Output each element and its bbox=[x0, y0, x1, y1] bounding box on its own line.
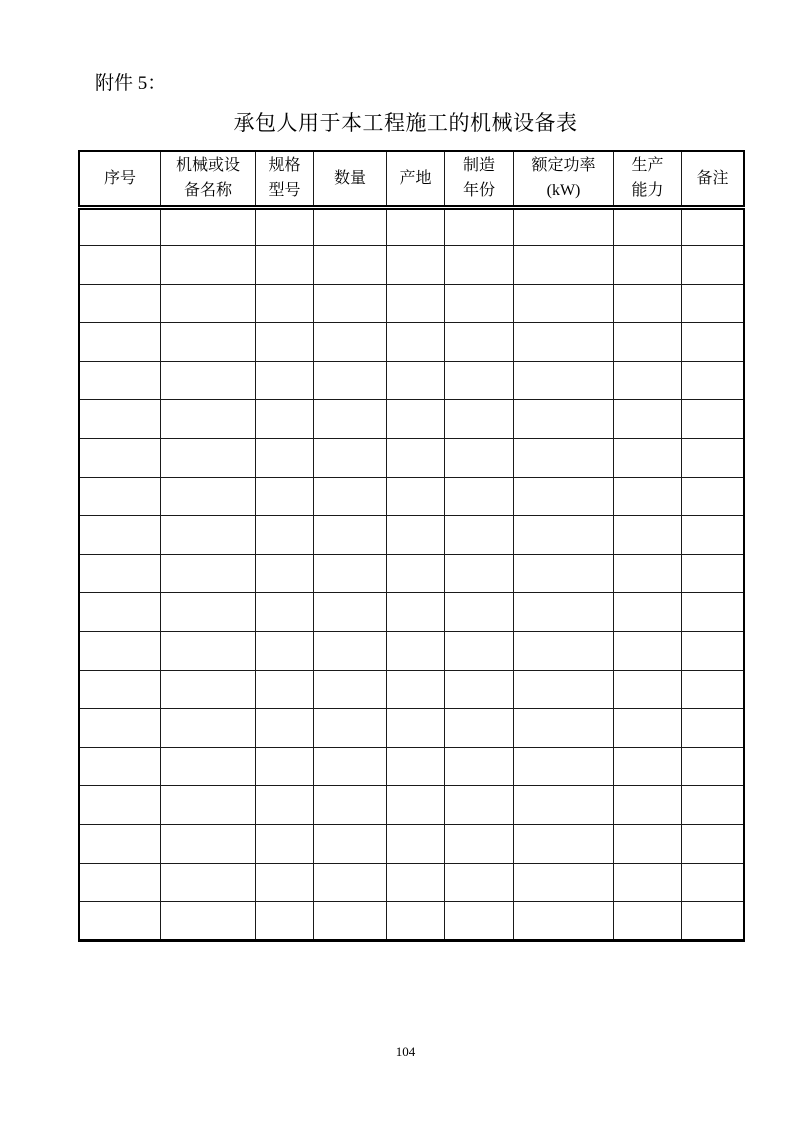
cell-specification-model bbox=[256, 825, 314, 864]
cell-rated-power bbox=[514, 439, 614, 478]
cell-quantity bbox=[314, 825, 387, 864]
cell-serial-number bbox=[79, 400, 161, 439]
cell-origin bbox=[387, 361, 445, 400]
cell-machine-equipment-name bbox=[161, 284, 256, 323]
cell-quantity bbox=[314, 323, 387, 362]
table-row bbox=[79, 516, 744, 555]
table-row bbox=[79, 670, 744, 709]
table-row bbox=[79, 439, 744, 478]
column-header-serial-number bbox=[79, 151, 161, 207]
cell-remarks bbox=[682, 786, 745, 825]
cell-remarks bbox=[682, 670, 745, 709]
cell-manufacture-year bbox=[445, 246, 514, 285]
column-header-line: 序号 bbox=[103, 169, 136, 187]
cell-serial-number bbox=[79, 709, 161, 748]
cell-manufacture-year bbox=[445, 516, 514, 555]
cell-manufacture-year bbox=[445, 207, 514, 246]
cell-serial-number bbox=[79, 207, 161, 246]
cell-manufacture-year bbox=[445, 361, 514, 400]
cell-origin bbox=[387, 825, 445, 864]
page-number: 104 bbox=[395, 1044, 416, 1059]
cell-production-capacity bbox=[614, 516, 682, 555]
cell-production-capacity bbox=[614, 786, 682, 825]
cell-origin bbox=[387, 246, 445, 285]
cell-origin bbox=[387, 400, 445, 439]
cell-machine-equipment-name bbox=[161, 554, 256, 593]
table-row bbox=[79, 284, 744, 323]
cell-manufacture-year bbox=[445, 747, 514, 786]
cell-origin bbox=[387, 439, 445, 478]
cell-remarks bbox=[682, 747, 745, 786]
table-row bbox=[79, 477, 744, 516]
cell-origin bbox=[387, 786, 445, 825]
cell-serial-number bbox=[79, 284, 161, 323]
cell-remarks bbox=[682, 439, 745, 478]
column-header-machine-equipment-name bbox=[161, 151, 256, 207]
cell-specification-model bbox=[256, 593, 314, 632]
column-header-line: 规格 bbox=[268, 157, 301, 175]
column-header-production-capacity bbox=[614, 151, 682, 207]
cell-specification-model bbox=[256, 902, 314, 941]
cell-remarks bbox=[682, 709, 745, 748]
cell-specification-model bbox=[256, 284, 314, 323]
cell-specification-model bbox=[256, 323, 314, 362]
cell-rated-power bbox=[514, 400, 614, 439]
table-row bbox=[79, 632, 744, 671]
cell-production-capacity bbox=[614, 825, 682, 864]
cell-origin bbox=[387, 863, 445, 902]
cell-rated-power bbox=[514, 246, 614, 285]
cell-machine-equipment-name bbox=[161, 902, 256, 941]
cell-quantity bbox=[314, 477, 387, 516]
cell-origin bbox=[387, 284, 445, 323]
cell-machine-equipment-name bbox=[161, 207, 256, 246]
column-header-line: 年份 bbox=[462, 182, 495, 200]
cell-rated-power bbox=[514, 477, 614, 516]
cell-machine-equipment-name bbox=[161, 747, 256, 786]
cell-serial-number bbox=[79, 361, 161, 400]
cell-manufacture-year bbox=[445, 863, 514, 902]
cell-manufacture-year bbox=[445, 825, 514, 864]
cell-rated-power bbox=[514, 516, 614, 555]
cell-remarks bbox=[682, 246, 745, 285]
attachment-label: 附件 5： bbox=[95, 73, 167, 94]
cell-production-capacity bbox=[614, 593, 682, 632]
cell-manufacture-year bbox=[445, 632, 514, 671]
cell-manufacture-year bbox=[445, 477, 514, 516]
cell-remarks bbox=[682, 863, 745, 902]
cell-rated-power bbox=[514, 632, 614, 671]
cell-quantity bbox=[314, 207, 387, 246]
cell-specification-model bbox=[256, 554, 314, 593]
cell-specification-model bbox=[256, 670, 314, 709]
cell-remarks bbox=[682, 632, 745, 671]
cell-machine-equipment-name bbox=[161, 709, 256, 748]
cell-machine-equipment-name bbox=[161, 516, 256, 555]
cell-manufacture-year bbox=[445, 400, 514, 439]
cell-manufacture-year bbox=[445, 284, 514, 323]
cell-specification-model bbox=[256, 439, 314, 478]
cell-serial-number bbox=[79, 477, 161, 516]
cell-machine-equipment-name bbox=[161, 786, 256, 825]
cell-specification-model bbox=[256, 747, 314, 786]
cell-rated-power bbox=[514, 825, 614, 864]
cell-production-capacity bbox=[614, 709, 682, 748]
cell-quantity bbox=[314, 747, 387, 786]
cell-serial-number bbox=[79, 439, 161, 478]
cell-production-capacity bbox=[614, 632, 682, 671]
cell-serial-number bbox=[79, 825, 161, 864]
cell-manufacture-year bbox=[445, 902, 514, 941]
cell-origin bbox=[387, 207, 445, 246]
table-header bbox=[79, 151, 744, 207]
cell-remarks bbox=[682, 361, 745, 400]
table-row bbox=[79, 593, 744, 632]
cell-remarks bbox=[682, 284, 745, 323]
cell-origin bbox=[387, 516, 445, 555]
table-row bbox=[79, 709, 744, 748]
cell-quantity bbox=[314, 439, 387, 478]
cell-machine-equipment-name bbox=[161, 825, 256, 864]
cell-quantity bbox=[314, 593, 387, 632]
cell-origin bbox=[387, 709, 445, 748]
cell-specification-model bbox=[256, 477, 314, 516]
column-header-line: 生产 bbox=[631, 157, 664, 175]
cell-quantity bbox=[314, 632, 387, 671]
table-row bbox=[79, 786, 744, 825]
cell-rated-power bbox=[514, 207, 614, 246]
cell-manufacture-year bbox=[445, 709, 514, 748]
cell-origin bbox=[387, 670, 445, 709]
cell-machine-equipment-name bbox=[161, 670, 256, 709]
cell-specification-model bbox=[256, 246, 314, 285]
cell-quantity bbox=[314, 786, 387, 825]
cell-serial-number bbox=[79, 554, 161, 593]
table-row bbox=[79, 825, 744, 864]
cell-remarks bbox=[682, 825, 745, 864]
table-row bbox=[79, 323, 744, 362]
cell-origin bbox=[387, 593, 445, 632]
column-header-line: 能力 bbox=[631, 182, 664, 200]
cell-remarks bbox=[682, 516, 745, 555]
cell-origin bbox=[387, 554, 445, 593]
cell-production-capacity bbox=[614, 400, 682, 439]
table-row bbox=[79, 863, 744, 902]
cell-manufacture-year bbox=[445, 439, 514, 478]
cell-manufacture-year bbox=[445, 786, 514, 825]
equipment-table bbox=[78, 150, 745, 942]
cell-rated-power bbox=[514, 284, 614, 323]
cell-production-capacity bbox=[614, 902, 682, 941]
page-title: 承包人用于本工程施工的机械设备表 bbox=[233, 111, 578, 135]
column-header-rated-power bbox=[514, 151, 614, 207]
column-header-origin bbox=[387, 151, 445, 207]
cell-remarks bbox=[682, 477, 745, 516]
cell-machine-equipment-name bbox=[161, 361, 256, 400]
cell-origin bbox=[387, 477, 445, 516]
cell-serial-number bbox=[79, 863, 161, 902]
cell-manufacture-year bbox=[445, 593, 514, 632]
cell-rated-power bbox=[514, 902, 614, 941]
table-row bbox=[79, 902, 744, 941]
cell-production-capacity bbox=[614, 207, 682, 246]
cell-specification-model bbox=[256, 632, 314, 671]
cell-rated-power bbox=[514, 361, 614, 400]
cell-manufacture-year bbox=[445, 554, 514, 593]
cell-quantity bbox=[314, 709, 387, 748]
cell-origin bbox=[387, 632, 445, 671]
cell-specification-model bbox=[256, 516, 314, 555]
cell-origin bbox=[387, 902, 445, 941]
cell-rated-power bbox=[514, 323, 614, 362]
cell-remarks bbox=[682, 593, 745, 632]
cell-serial-number bbox=[79, 786, 161, 825]
cell-quantity bbox=[314, 670, 387, 709]
cell-quantity bbox=[314, 246, 387, 285]
cell-production-capacity bbox=[614, 477, 682, 516]
cell-manufacture-year bbox=[445, 670, 514, 709]
cell-production-capacity bbox=[614, 747, 682, 786]
column-header-line: (kW) bbox=[546, 182, 581, 200]
column-header-specification-model bbox=[256, 151, 314, 207]
cell-specification-model bbox=[256, 786, 314, 825]
table-row bbox=[79, 554, 744, 593]
table-header-row bbox=[79, 151, 744, 207]
cell-production-capacity bbox=[614, 863, 682, 902]
cell-machine-equipment-name bbox=[161, 400, 256, 439]
cell-remarks bbox=[682, 207, 745, 246]
cell-quantity bbox=[314, 400, 387, 439]
column-header-line: 产地 bbox=[399, 169, 432, 187]
cell-quantity bbox=[314, 863, 387, 902]
cell-origin bbox=[387, 323, 445, 362]
table-row bbox=[79, 246, 744, 285]
table-row bbox=[79, 400, 744, 439]
cell-origin bbox=[387, 747, 445, 786]
cell-machine-equipment-name bbox=[161, 439, 256, 478]
cell-quantity bbox=[314, 902, 387, 941]
cell-machine-equipment-name bbox=[161, 246, 256, 285]
cell-production-capacity bbox=[614, 670, 682, 709]
cell-rated-power bbox=[514, 786, 614, 825]
column-header-line: 数量 bbox=[333, 169, 366, 187]
cell-serial-number bbox=[79, 516, 161, 555]
column-header-line: 制造 bbox=[462, 157, 495, 175]
column-header-remarks bbox=[682, 151, 745, 207]
cell-rated-power bbox=[514, 709, 614, 748]
column-header-line: 备名称 bbox=[183, 182, 232, 200]
cell-serial-number bbox=[79, 593, 161, 632]
column-header-line: 备注 bbox=[696, 169, 729, 187]
cell-machine-equipment-name bbox=[161, 477, 256, 516]
cell-remarks bbox=[682, 554, 745, 593]
cell-rated-power bbox=[514, 747, 614, 786]
cell-rated-power bbox=[514, 593, 614, 632]
cell-rated-power bbox=[514, 863, 614, 902]
cell-production-capacity bbox=[614, 361, 682, 400]
cell-serial-number bbox=[79, 747, 161, 786]
cell-specification-model bbox=[256, 863, 314, 902]
column-header-line: 额定功率 bbox=[531, 157, 596, 175]
column-header-manufacture-year bbox=[445, 151, 514, 207]
cell-serial-number bbox=[79, 246, 161, 285]
cell-remarks bbox=[682, 902, 745, 941]
cell-production-capacity bbox=[614, 323, 682, 362]
cell-machine-equipment-name bbox=[161, 323, 256, 362]
cell-production-capacity bbox=[614, 246, 682, 285]
cell-machine-equipment-name bbox=[161, 863, 256, 902]
cell-serial-number bbox=[79, 632, 161, 671]
cell-production-capacity bbox=[614, 439, 682, 478]
cell-quantity bbox=[314, 361, 387, 400]
table-row bbox=[79, 747, 744, 786]
table-row bbox=[79, 207, 744, 246]
table-row bbox=[79, 361, 744, 400]
column-header-line: 型号 bbox=[268, 182, 301, 200]
cell-quantity bbox=[314, 554, 387, 593]
cell-serial-number bbox=[79, 670, 161, 709]
cell-specification-model bbox=[256, 709, 314, 748]
column-header-line: 机械或设 bbox=[175, 157, 240, 175]
cell-machine-equipment-name bbox=[161, 632, 256, 671]
cell-quantity bbox=[314, 516, 387, 555]
cell-remarks bbox=[682, 323, 745, 362]
cell-serial-number bbox=[79, 323, 161, 362]
cell-production-capacity bbox=[614, 284, 682, 323]
cell-specification-model bbox=[256, 400, 314, 439]
cell-remarks bbox=[682, 400, 745, 439]
column-header-quantity bbox=[314, 151, 387, 207]
cell-specification-model bbox=[256, 207, 314, 246]
cell-rated-power bbox=[514, 670, 614, 709]
cell-machine-equipment-name bbox=[161, 593, 256, 632]
cell-specification-model bbox=[256, 361, 314, 400]
cell-rated-power bbox=[514, 554, 614, 593]
table-body bbox=[79, 207, 744, 940]
cell-quantity bbox=[314, 284, 387, 323]
cell-serial-number bbox=[79, 902, 161, 941]
cell-manufacture-year bbox=[445, 323, 514, 362]
cell-production-capacity bbox=[614, 554, 682, 593]
